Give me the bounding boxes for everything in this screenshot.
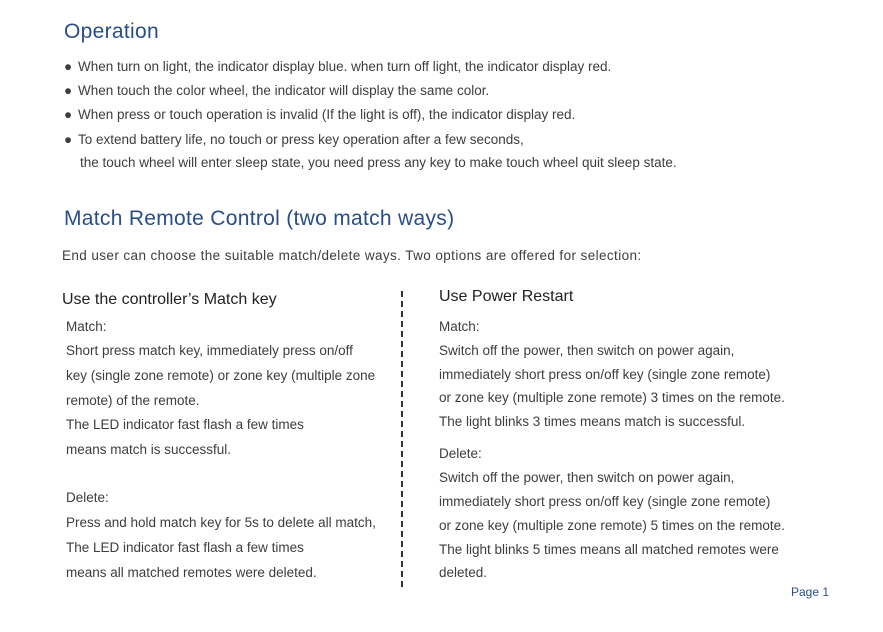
right-column-line: deleted.	[439, 565, 488, 580]
bullet-text: When press or touch operation is invalid (If the light is off), the indicator display red.	[78, 107, 576, 122]
left-column-line: remote) of the remote.	[66, 393, 200, 408]
bullet-dot: ●	[64, 132, 73, 147]
operation-bullet	[64, 132, 524, 147]
operation-title: Operation	[64, 20, 159, 43]
right-column-heading: Use Power Restart	[439, 288, 574, 305]
left-column-heading: Use the controller’s Match key	[62, 291, 277, 308]
left-column-line: Match:	[66, 319, 107, 334]
left-column-line: Press and hold match key for 5s to delete all match,	[66, 515, 376, 530]
operation-bullet	[64, 59, 611, 74]
right-column-line: immediately short press on/off key (single zone remote)	[439, 494, 771, 509]
left-column-line: means all matched remotes were deleted.	[66, 565, 317, 580]
bullet-dot: ●	[64, 59, 73, 74]
operation-bullet	[64, 107, 575, 122]
left-column-line: The LED indicator fast flash a few times	[66, 540, 304, 555]
right-column-line: or zone key (multiple zone remote) 5 times on the remote.	[439, 518, 785, 533]
right-column-line: Switch off the power, then switch on power again,	[439, 343, 735, 358]
left-column-line: key (single zone remote) or zone key (multiple zone	[66, 368, 376, 383]
right-column-line: immediately short press on/off key (single zone remote)	[439, 367, 771, 382]
right-column-line: or zone key (multiple zone remote) 3 times on the remote.	[439, 390, 785, 405]
left-column-line: Short press match key, immediately press on/off	[66, 343, 353, 358]
right-column-line: Delete:	[439, 446, 482, 461]
match-intro: End user can choose the suitable match/delete ways. Two options are offered for selection:	[62, 248, 642, 263]
column-divider	[401, 291, 403, 587]
operation-bullet	[64, 83, 489, 98]
left-column-line: Delete:	[66, 490, 109, 505]
left-column-line: means match is successful.	[66, 442, 232, 457]
right-column-line: The light blinks 5 times means all matched remotes were	[439, 542, 779, 557]
operation-bullet-continuation: the touch wheel will enter sleep state, you need press any key to make touch wheel quit sleep state.	[80, 155, 677, 170]
left-column-line: The LED indicator fast flash a few times	[66, 417, 304, 432]
bullet-text: When turn on light, the indicator display blue. when turn off light, the indicator display red.	[78, 59, 612, 74]
right-column-line: The light blinks 3 times means match is successful.	[439, 414, 746, 429]
right-column-line: Match:	[439, 319, 480, 334]
page-number: Page 1	[791, 585, 830, 599]
bullet-text: When touch the color wheel, the indicator will display the same color.	[78, 83, 490, 98]
right-column-line: Switch off the power, then switch on power again,	[439, 470, 735, 485]
bullet-dot: ●	[64, 107, 73, 122]
match-title: Match Remote Control (two match ways)	[64, 207, 455, 230]
bullet-text: To extend battery life, no touch or press key operation after a few seconds,	[78, 132, 524, 147]
bullet-dot: ●	[64, 83, 73, 98]
